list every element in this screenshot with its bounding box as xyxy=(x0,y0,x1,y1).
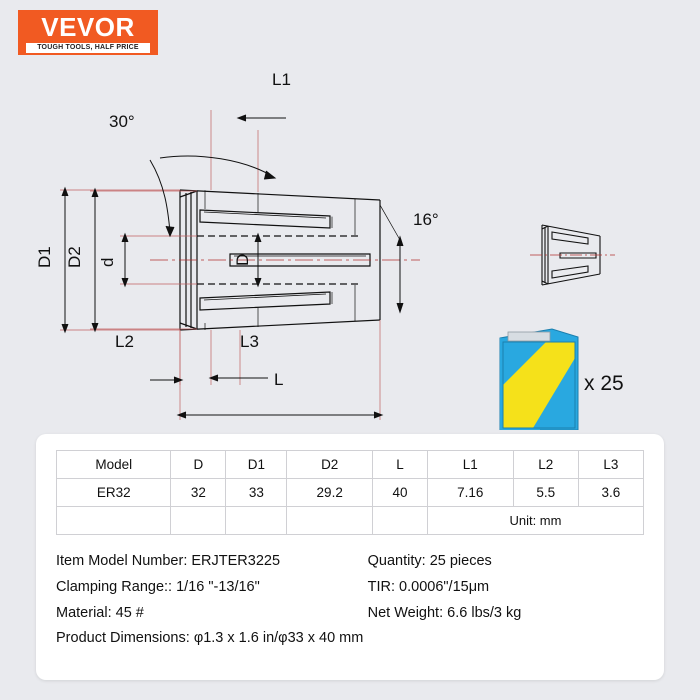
td-L2: 5.5 xyxy=(513,479,578,507)
detail-clamping-range xyxy=(56,575,368,601)
th-7: L3 xyxy=(578,451,643,479)
detail-value-product-dimensions: φ1.3 x 1.6 in/φ33 x 40 mm xyxy=(193,630,364,647)
th-5: L1 xyxy=(427,451,513,479)
th-3: D2 xyxy=(287,451,373,479)
unit-blank-2 xyxy=(171,507,226,535)
quantity-badge: x 25 xyxy=(584,372,624,395)
unit-blank-3 xyxy=(226,507,287,535)
detail-value-net-weight: 6.6 lbs/3 kg xyxy=(447,604,522,621)
td-L3: 3.6 xyxy=(578,479,643,507)
detail-value-clamping-range: 1/16 "-13/16" xyxy=(176,578,260,595)
detail-value-quantity: 25 pieces xyxy=(429,553,492,569)
detail-label-material: Material: xyxy=(56,604,112,621)
detail-row-1 xyxy=(56,549,644,575)
th-2: D1 xyxy=(226,451,287,479)
td-D: 32 xyxy=(171,479,226,507)
details-block xyxy=(56,549,644,652)
td-D2: 29.2 xyxy=(287,479,373,507)
spec-card xyxy=(36,434,664,680)
label-angle-16: 16° xyxy=(413,210,439,229)
table-header-row xyxy=(57,451,644,479)
label-L3: L3 xyxy=(240,332,259,351)
detail-material xyxy=(56,601,368,627)
label-angle-30: 30° xyxy=(109,112,135,131)
td-D1: 33 xyxy=(226,479,287,507)
table-unit-row xyxy=(57,507,644,535)
technical-drawing xyxy=(0,40,700,430)
detail-value-model-number: ERJTER3225 xyxy=(191,553,281,569)
unit-blank-4 xyxy=(287,507,373,535)
unit-blank xyxy=(57,507,171,535)
td-model: ER32 xyxy=(57,479,171,507)
label-D2: D2 xyxy=(65,246,84,268)
logo-tagline: TOUGH TOOLS, HALF PRICE xyxy=(26,43,150,53)
unit-note: Unit: mm xyxy=(427,507,643,535)
label-L2: L2 xyxy=(115,332,134,351)
unit-blank-5 xyxy=(373,507,428,535)
label-D1: D1 xyxy=(35,246,54,268)
label-D-inner: D xyxy=(233,253,252,266)
detail-row-2 xyxy=(56,575,644,601)
detail-quantity xyxy=(368,549,644,575)
detail-label-quantity: Quantity: xyxy=(367,553,426,569)
label-L1: L1 xyxy=(272,70,291,89)
th-1: D xyxy=(171,451,226,479)
detail-product-dimensions xyxy=(56,626,644,652)
th-0: Model xyxy=(57,451,171,479)
spec-table xyxy=(56,450,644,535)
label-L: L xyxy=(274,370,284,389)
label-d: d xyxy=(98,257,117,267)
detail-label-model-number: Item Model Number: xyxy=(56,553,188,569)
detail-row-4 xyxy=(56,626,644,652)
th-4: L xyxy=(373,451,428,479)
detail-label-product-dimensions: Product Dimensions: xyxy=(56,630,190,647)
td-L: 40 xyxy=(373,479,428,507)
detail-tir xyxy=(368,575,644,601)
detail-net-weight xyxy=(368,601,644,627)
detail-value-tir: 0.0006"/15μm xyxy=(399,578,490,595)
td-L1: 7.16 xyxy=(427,479,513,507)
th-6: L2 xyxy=(513,451,578,479)
detail-label-clamping-range: Clamping Range:: xyxy=(56,578,173,595)
detail-label-net-weight: Net Weight: xyxy=(367,604,444,621)
detail-row-3 xyxy=(56,601,644,627)
detail-label-tir: TIR: xyxy=(367,578,396,595)
table-row xyxy=(57,479,644,507)
detail-value-material: 45 # xyxy=(115,604,144,621)
logo-wordmark: VEVOR xyxy=(41,11,135,42)
detail-model-number xyxy=(56,549,368,575)
